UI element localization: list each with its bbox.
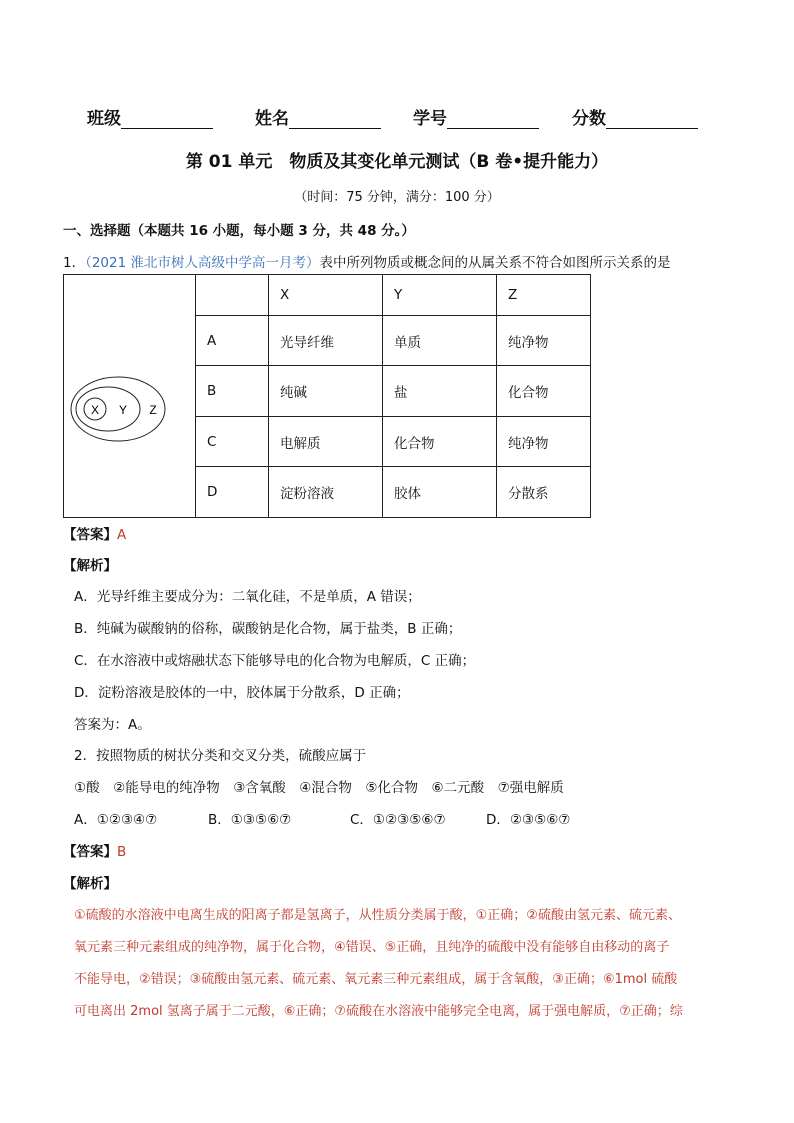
q1-answer <box>63 523 126 543</box>
q1-number: 1． <box>63 255 86 271</box>
score-label: 分数 <box>572 109 606 129</box>
page-title: 第 01 单元 物质及其变化单元测试（B 卷•提升能力） <box>185 152 609 172</box>
q1-analysis-line: A．光导纤维主要成分为：二氧化硅，不是单质，A 错误； <box>74 589 421 605</box>
table-cell: A <box>196 315 269 366</box>
class-blank <box>121 110 213 129</box>
section-heading: 一、选择题（本题共 16 小题，每小题 3 分，共 48 分。） <box>63 223 415 239</box>
class-label: 班级 <box>87 109 121 129</box>
table-cell: 纯碱 <box>269 366 383 417</box>
table-cell: 光导纤维 <box>269 315 383 366</box>
option-c: C．①②③⑤⑥⑦ <box>350 812 446 828</box>
answer-tag: 【答案】 <box>63 844 117 860</box>
q2-analysis-line: 不能导电，②错误；③硫酸由氢元素、硫元素、氧元素三种元素组成，属于含氧酸，③正确；⑥1mol 硫酸 <box>74 972 678 987</box>
id-label: 学号 <box>413 109 447 129</box>
table-cell: 胶体 <box>383 467 497 518</box>
q1-analysis-line: D．淀粉溶液是胶体的一中，胶体属于分散系，D 正确； <box>74 685 410 701</box>
table-cell: 纯净物 <box>497 315 591 366</box>
table-cell: B <box>196 366 269 417</box>
score-blank <box>606 110 698 129</box>
q1-conclusion: 答案为：A。 <box>74 717 151 733</box>
q2-items: ①酸 ②能导电的纯净物 ③含氧酸 ④混合物 ⑤化合物 ⑥二元酸 ⑦强电解质 <box>74 780 564 796</box>
table-cell: 分散系 <box>497 467 591 518</box>
q2-analysis-line: ①硫酸的水溶液中电离生成的阳离子都是氢离子，从性质分类属于酸，①正确；②硫酸由氢元素、硫元素、 <box>74 908 681 923</box>
class-field <box>87 104 213 129</box>
question-2-stem: 2．按照物质的树状分类和交叉分类，硫酸应属于 <box>74 748 367 764</box>
table-cell: 化合物 <box>383 416 497 467</box>
table-cell: 盐 <box>383 366 497 417</box>
q1-analysis-line: B．纯碱为碳酸钠的俗称，碳酸钠是化合物，属于盐类，B 正确； <box>74 621 462 637</box>
table-cell: D <box>196 467 269 518</box>
table-header-cell <box>196 275 269 316</box>
venn-figure-cell <box>64 275 196 518</box>
table-cell: 单质 <box>383 315 497 366</box>
q2-analysis-line: 可电离出 2mol 氢离子属于二元酸，⑥正确；⑦硫酸在水溶液中能够完全电离，属于强电解质，⑦正确；综 <box>74 1004 683 1019</box>
table-header-cell: Y <box>383 275 497 316</box>
q1-stem-text: 表中所列物质或概念间的从属关系不符合如图所示关系的是 <box>319 255 671 271</box>
fig-label-z: Z <box>149 403 157 417</box>
q2-answer <box>63 840 126 860</box>
answer-value: B <box>117 844 127 860</box>
q2-options <box>74 808 570 828</box>
question-1-stem <box>63 251 671 271</box>
page-subtitle: （时间：75 分钟，满分：100 分） <box>294 190 500 205</box>
student-id-field <box>413 104 539 129</box>
option-d: D．②③⑤⑥⑦ <box>486 812 571 828</box>
option-a: A．①②③④⑦ <box>74 812 158 828</box>
nested-ellipse-diagram <box>64 275 195 513</box>
table-cell: 淀粉溶液 <box>269 467 383 518</box>
table-cell: 纯净物 <box>497 416 591 467</box>
q1-table <box>63 274 591 518</box>
answer-tag: 【答案】 <box>63 527 117 543</box>
q2-analysis-tag: 【解析】 <box>63 876 117 892</box>
table-cell: 电解质 <box>269 416 383 467</box>
name-label: 姓名 <box>255 109 289 129</box>
name-blank <box>289 110 381 129</box>
table-header-cell: X <box>269 275 383 316</box>
q2-analysis-line: 氧元素三种元素组成的纯净物，属于化合物，④错误、⑤正确，且纯净的硫酸中没有能够自由移动的离子 <box>74 940 670 955</box>
q1-analysis-tag: 【解析】 <box>63 558 117 574</box>
id-blank <box>447 110 539 129</box>
fig-label-x: X <box>90 403 100 417</box>
table-cell: 化合物 <box>497 366 591 417</box>
fig-label-y: Y <box>118 403 128 417</box>
table-cell: C <box>196 416 269 467</box>
q1-source: （2021 淮北市树人高级中学高一月考） <box>85 255 320 271</box>
table-header-cell: Z <box>497 275 591 316</box>
name-field <box>255 104 381 129</box>
ellipse-y <box>76 387 140 431</box>
option-b: B．①③⑤⑥⑦ <box>208 812 292 828</box>
score-field <box>572 104 698 129</box>
q1-analysis-line: C．在水溶液中或熔融状态下能够导电的化合物为电解质，C 正确； <box>74 653 476 669</box>
answer-value: A <box>117 527 127 543</box>
